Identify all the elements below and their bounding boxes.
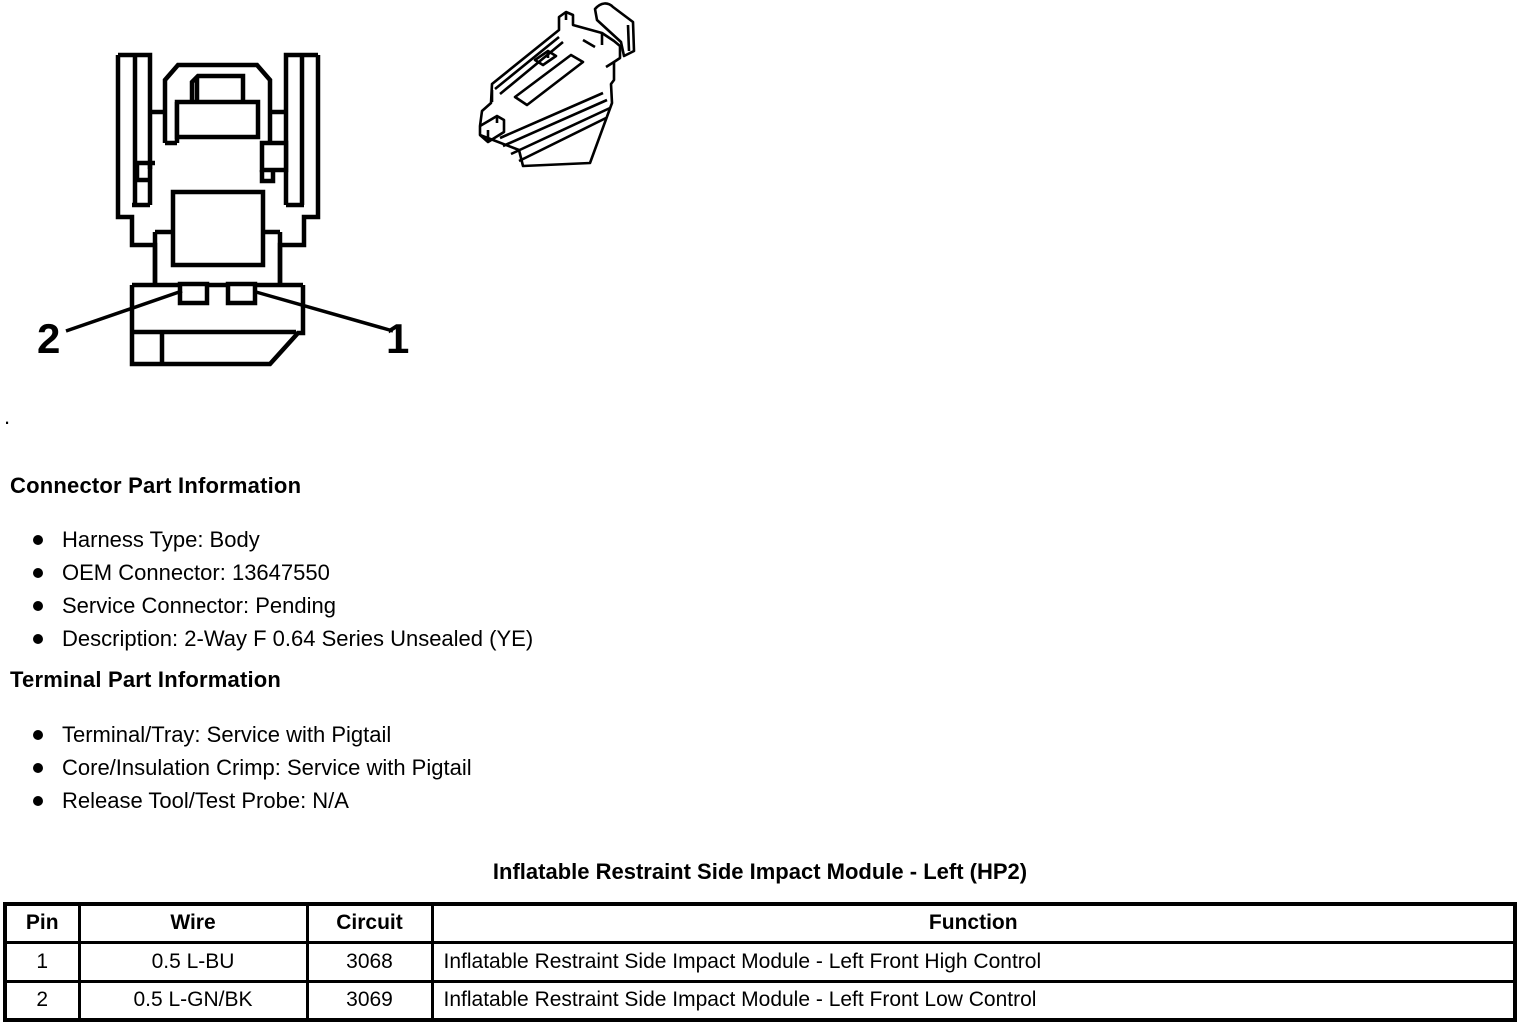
column-header-pin: Pin xyxy=(5,904,79,942)
pinout-table-title: Inflatable Restraint Side Impact Module - Left (HP2) xyxy=(492,859,1028,884)
list-item xyxy=(33,785,1500,818)
table-row xyxy=(5,981,1515,1020)
list-item-text: Service Connector: Pending xyxy=(62,592,336,618)
column-header-function: Function xyxy=(432,904,1515,942)
list-item-text: Terminal/Tray: Service with Pigtail xyxy=(62,722,392,748)
list-item-text: Core/Insulation Crimp: Service with Pigtail xyxy=(62,755,472,781)
column-header-wire: Wire xyxy=(79,904,307,942)
connector-iso-outline xyxy=(480,3,634,166)
bullet-icon xyxy=(33,763,43,773)
cell-circuit: 3068 xyxy=(307,942,432,981)
cell-function: Inflatable Restraint Side Impact Module - Left Front High Control xyxy=(432,942,1515,981)
connector-front-outline xyxy=(118,55,318,364)
list-item xyxy=(33,590,1500,623)
cell-pin: 1 xyxy=(5,942,79,981)
cell-wire: 0.5 L-GN/BK xyxy=(79,981,307,1020)
list-item-text: Description: 2-Way F 0.64 Series Unsealed (YE) xyxy=(62,625,534,651)
pin-2-label: 2 xyxy=(37,315,61,362)
list-item xyxy=(33,524,1500,557)
stray-period: . xyxy=(4,404,11,429)
bullet-icon xyxy=(33,568,43,578)
list-item xyxy=(33,622,1500,655)
bullet-icon xyxy=(33,730,43,740)
list-item xyxy=(33,719,1500,752)
cell-wire: 0.5 L-BU xyxy=(79,942,307,981)
list-item xyxy=(33,557,1500,590)
terminal-info-list xyxy=(33,719,1500,817)
pin-1-label: 1 xyxy=(386,315,410,362)
connector-front-view-drawing xyxy=(30,45,440,395)
bullet-icon xyxy=(33,535,43,545)
terminal-part-info-heading: Terminal Part Information xyxy=(10,667,282,692)
pinout-table xyxy=(3,902,1517,1022)
column-header-circuit: Circuit xyxy=(307,904,432,942)
list-item xyxy=(33,752,1500,785)
cell-circuit: 3069 xyxy=(307,981,432,1020)
cell-function: Inflatable Restraint Side Impact Module - Left Front Low Control xyxy=(432,981,1515,1020)
list-item-text: Release Tool/Test Probe: N/A xyxy=(62,787,349,813)
connector-isometric-view-drawing xyxy=(455,0,665,185)
table-row xyxy=(5,942,1515,981)
connector-info-list xyxy=(33,524,1500,655)
table-header-row xyxy=(5,904,1515,942)
list-item-text: Harness Type: Body xyxy=(62,527,260,553)
list-item-text: OEM Connector: 13647550 xyxy=(62,560,330,586)
bullet-icon xyxy=(33,601,43,611)
bullet-icon xyxy=(33,796,43,806)
connector-part-info-heading: Connector Part Information xyxy=(10,473,302,498)
bullet-icon xyxy=(33,634,43,644)
cell-pin: 2 xyxy=(5,981,79,1020)
